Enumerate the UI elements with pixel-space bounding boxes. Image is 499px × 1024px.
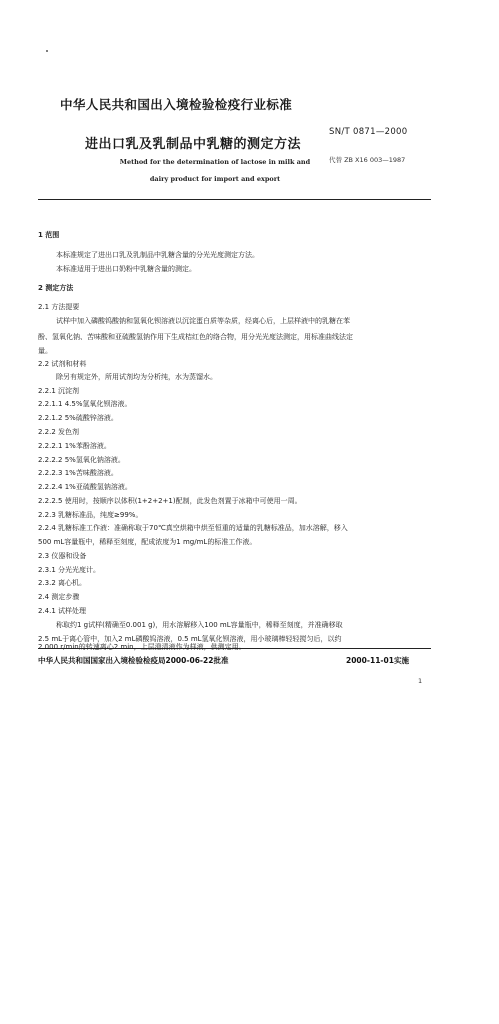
page-number: 1 — [418, 677, 423, 685]
body-paragraph-line: 本标准适用于进出口奶粉中乳糖含量的测定。 — [56, 265, 196, 273]
clause-item: 2.2.2.3 1%苦味酸溶液。 — [38, 469, 118, 477]
section-heading-method: 2 测定方法 — [38, 284, 74, 292]
document-title-en-line-1: Method for the determination of lactose in milk and — [119, 158, 311, 166]
body-paragraph-line: 酚、氢氧化钠、苦味酸和亚硫酸氢钠作用下生成桔红色的络合物，用分光光度法测定，用标准曲线法定 — [38, 333, 353, 341]
replaces-standard-note: 代替 ZB X16 003—1987 — [329, 156, 406, 164]
header-divider — [38, 199, 431, 200]
clause-item: 2.2.2.4 1%亚硫酸氢钠溶液。 — [38, 483, 132, 491]
clause-item: 2.2.1.2 5%硫酸锌溶液。 — [38, 414, 118, 422]
clause-heading: 2.3 仪器和设备 — [38, 552, 87, 560]
body-paragraph-line: 2.5 mL于离心管中，加入2 mL磷酸钨溶液，0.5 mL氢氧化钡溶液，用小玻璃棒轻轻搅匀后，以约 — [38, 635, 342, 643]
body-paragraph-line: 试样中加入磷酸钨酸钠和氢氧化钡溶液以沉淀蛋白质等杂质，经离心后，上层样液中的乳糖在苯 — [56, 317, 350, 325]
clause-item: 2.2.4 乳糖标准工作液：准确称取于70℃真空烘箱中烘至恒重的适量的乳糖标准品，加水溶解，移入 — [38, 524, 348, 532]
clause-heading: 2.4.1 试样处理 — [38, 607, 87, 615]
approval-statement: 中华人民共和国国家出入境检验检疫局2000-06-22批准 — [38, 656, 229, 665]
clause-item: 2.2.2.5 使用时，按顺序以体积(1+2+2+1)配制，此发色剂置于冰箱中可使用一周。 — [38, 497, 302, 505]
document-title-cn: 进出口乳及乳制品中乳糖的测定方法 — [85, 137, 302, 152]
clause-heading: 2.2.2 发色剂 — [38, 428, 80, 436]
clause-item: 2.2.2.2 5%氢氧化钠溶液。 — [38, 456, 125, 464]
body-paragraph-line: 2 000 r/min的转速离心2 min，上层澄清液作为样液，供测定用。 — [38, 643, 246, 651]
body-paragraph-line: 本标准规定了进出口乳及乳制品中乳糖含量的分光光度测定方法。 — [56, 251, 259, 259]
implementation-date: 2000-11-01实施 — [346, 656, 409, 665]
clause-heading: 2.2.1 沉淀剂 — [38, 387, 80, 395]
section-heading-scope: 1 范围 — [38, 231, 60, 239]
standard-code: SN/T 0871—2000 — [329, 127, 408, 137]
clause-item: 2.2.3 乳糖标准品，纯度≥99%。 — [38, 511, 143, 519]
body-paragraph-line: 量。 — [38, 347, 52, 355]
clause-heading: 2.4 测定步骤 — [38, 593, 80, 601]
body-paragraph-line: 称取约1 g试样(精确至0.001 g)，用水溶解移入100 mL容量瓶中，稀释至刻度，并准确移取 — [56, 621, 343, 629]
body-paragraph-line: 除另有规定外，所用试剂均为分析纯，水为蒸馏水。 — [56, 373, 217, 381]
issuing-agency-heading: 中华人民共和国出入境检验检疫行业标准 — [60, 97, 293, 112]
scan-speck — [46, 50, 48, 52]
clause-heading: 2.2 试剂和材料 — [38, 360, 87, 368]
clause-item: 2.2.2.1 1%苯酚溶液。 — [38, 442, 111, 450]
document-title-en-line-2: dairy product for import and export — [149, 175, 281, 183]
clause-heading: 2.1 方法提要 — [38, 303, 80, 311]
clause-item: 2.3.1 分光光度计。 — [38, 566, 101, 574]
footer-divider — [38, 648, 431, 649]
clause-item: 2.2.1.1 4.5%氢氧化钡溶液。 — [38, 400, 132, 408]
clause-item: 2.3.2 离心机。 — [38, 579, 87, 587]
body-paragraph-line: 500 mL容量瓶中，稀释至刻度，配成浓度为1 mg/mL的标准工作液。 — [38, 538, 257, 546]
